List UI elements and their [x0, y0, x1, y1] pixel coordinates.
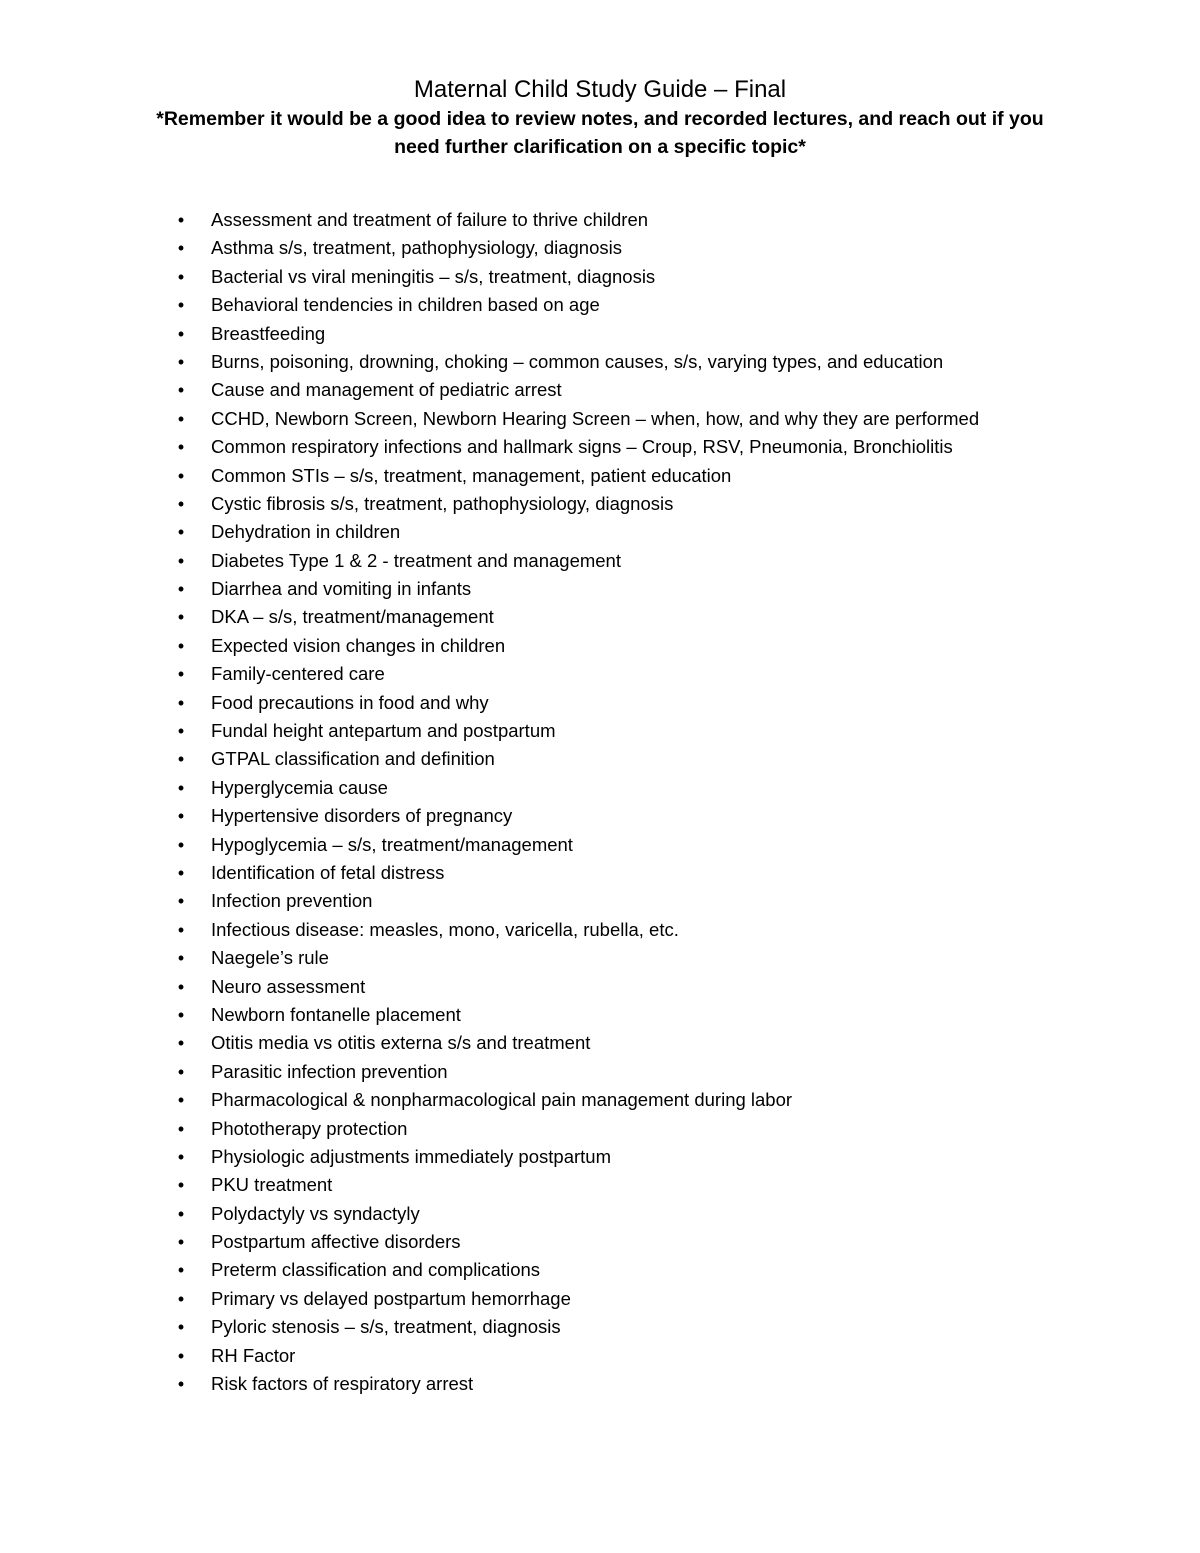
list-item-text: Otitis media vs otitis externa s/s and treatment	[211, 1032, 591, 1054]
bullet-icon: •	[177, 1232, 185, 1253]
list-item-text: Pyloric stenosis – s/s, treatment, diagnosis	[211, 1316, 561, 1338]
list-item-text: Breastfeeding	[211, 322, 326, 344]
bullet-icon: •	[177, 323, 185, 344]
list-item-text: Assessment and treatment of failure to thrive children	[211, 209, 649, 230]
list-item	[0, 1200, 1200, 1228]
bullet-icon: •	[177, 1175, 185, 1196]
list-item	[0, 603, 1200, 631]
bullet-icon: •	[177, 1061, 185, 1082]
bullet-icon: •	[177, 1146, 185, 1167]
list-item	[0, 1370, 1200, 1398]
list-item-text: Newborn fontanelle placement	[211, 1003, 461, 1025]
list-item-text: Diabetes Type 1 & 2 - treatment and management	[211, 549, 621, 571]
list-item	[0, 831, 1200, 859]
list-item-text: Naegele’s rule	[211, 947, 329, 969]
list-item	[0, 944, 1200, 972]
list-item	[0, 405, 1200, 433]
list-item-text: Preterm classification and complications	[211, 1259, 541, 1281]
list-item	[0, 462, 1200, 490]
list-item-text: Common STIs – s/s, treatment, management, patient education	[211, 464, 732, 486]
list-item-text: Hypertensive disorders of pregnancy	[211, 805, 513, 827]
bullet-icon: •	[177, 664, 185, 685]
list-item	[0, 433, 1200, 461]
bullet-icon: •	[177, 635, 185, 656]
topic-list	[0, 206, 1200, 1398]
list-item	[0, 206, 1200, 234]
bullet-icon: •	[177, 919, 185, 940]
list-item-text: Food precautions in food and why	[211, 691, 489, 713]
list-item	[0, 689, 1200, 717]
list-item	[0, 1058, 1200, 1086]
list-item-text: Hyperglycemia cause	[211, 776, 388, 798]
bullet-icon: •	[177, 862, 185, 883]
bullet-icon: •	[177, 295, 185, 316]
bullet-icon: •	[177, 1345, 185, 1366]
bullet-icon: •	[177, 351, 185, 372]
list-item	[0, 1086, 1200, 1114]
page-subtitle: *Remember it would be a good idea to review notes, and recorded lectures, and reach out if you need further clarification on a specific topic*	[156, 108, 1044, 158]
list-item-text: Burns, poisoning, drowning, choking – common causes, s/s, varying types, and education	[211, 350, 944, 372]
list-item	[0, 916, 1200, 944]
bullet-icon: •	[177, 948, 185, 969]
bullet-icon: •	[177, 1090, 185, 1111]
list-item	[0, 490, 1200, 518]
list-item-text: Parasitic infection prevention	[211, 1060, 448, 1082]
bullet-icon: •	[177, 522, 185, 543]
list-item-text: Expected vision changes in children	[211, 634, 506, 656]
list-item	[0, 376, 1200, 404]
list-item-text: Fundal height antepartum and postpartum	[211, 720, 556, 742]
list-item	[0, 1256, 1200, 1284]
bullet-icon: •	[177, 1288, 185, 1309]
bullet-icon: •	[177, 238, 185, 259]
list-item	[0, 632, 1200, 660]
list-item	[0, 774, 1200, 802]
bullet-icon: •	[177, 692, 185, 713]
list-item-text: Neuro assessment	[211, 975, 366, 997]
list-item	[0, 547, 1200, 575]
bullet-icon: •	[177, 493, 185, 514]
list-item-text: Risk factors of respiratory arrest	[211, 1373, 474, 1395]
bullet-icon: •	[177, 1004, 185, 1025]
list-item	[0, 887, 1200, 915]
list-item	[0, 1115, 1200, 1143]
list-item-text: DKA – s/s, treatment/management	[211, 606, 494, 628]
list-item-text: Postpartum affective disorders	[211, 1231, 461, 1253]
list-item-text: Family-centered care	[211, 663, 385, 685]
list-item-text: Behavioral tendencies in children based on age	[211, 294, 600, 316]
bullet-icon: •	[177, 437, 185, 458]
list-item-text: Primary vs delayed postpartum hemorrhage	[211, 1287, 571, 1309]
list-item	[0, 320, 1200, 348]
list-item-text: Bacterial vs viral meningitis – s/s, treatment, diagnosis	[211, 265, 656, 287]
list-item	[0, 717, 1200, 745]
list-item-text: Identification of fetal distress	[211, 861, 445, 883]
list-item-text: Physiologic adjustments immediately postpartum	[211, 1145, 611, 1167]
list-item	[0, 518, 1200, 546]
list-item	[0, 575, 1200, 603]
list-item	[0, 1143, 1200, 1171]
list-item	[0, 1001, 1200, 1029]
bullet-icon: •	[177, 806, 185, 827]
list-item	[0, 1342, 1200, 1370]
bullet-icon: •	[177, 380, 185, 401]
bullet-icon: •	[177, 1260, 185, 1281]
list-item-text: Asthma s/s, treatment, pathophysiology, diagnosis	[211, 237, 622, 259]
bullet-icon: •	[177, 210, 185, 230]
bullet-icon: •	[177, 1203, 185, 1224]
bullet-icon: •	[177, 408, 185, 429]
bullet-icon: •	[177, 607, 185, 628]
bullet-icon: •	[177, 1033, 185, 1054]
list-item-text: PKU treatment	[211, 1174, 333, 1196]
list-item-text: Hypoglycemia – s/s, treatment/management	[211, 833, 573, 855]
list-item-text: Polydactyly vs syndactyly	[211, 1202, 420, 1224]
bullet-icon: •	[177, 777, 185, 798]
list-item-text: Infectious disease: measles, mono, varicella, rubella, etc.	[211, 918, 679, 940]
bullet-icon: •	[177, 721, 185, 742]
list-item-text: Diarrhea and vomiting in infants	[211, 578, 472, 600]
list-item-text: Common respiratory infections and hallmark signs – Croup, RSV, Pneumonia, Bronchiolitis	[211, 436, 953, 458]
bullet-icon: •	[177, 976, 185, 997]
list-item-text: RH Factor	[211, 1344, 296, 1366]
list-item	[0, 973, 1200, 1001]
list-item	[0, 1285, 1200, 1313]
list-item-text: Dehydration in children	[211, 521, 401, 543]
list-item-text: Infection prevention	[211, 890, 373, 912]
list-item	[0, 1313, 1200, 1341]
list-item	[0, 348, 1200, 376]
list-item	[0, 1171, 1200, 1199]
bullet-icon: •	[177, 1317, 185, 1338]
bullet-icon: •	[177, 749, 185, 770]
list-item	[0, 1029, 1200, 1057]
page-title: Maternal Child Study Guide – Final	[413, 76, 787, 103]
list-item	[0, 660, 1200, 688]
list-item-text: CCHD, Newborn Screen, Newborn Hearing Screen – when, how, and why they are performed	[211, 407, 980, 429]
list-item	[0, 745, 1200, 773]
bullet-icon: •	[177, 465, 185, 486]
bullet-icon: •	[177, 1374, 185, 1395]
list-item-text: GTPAL classification and definition	[211, 748, 495, 770]
list-item	[0, 1228, 1200, 1256]
list-item-text: Cystic fibrosis s/s, treatment, pathophysiology, diagnosis	[211, 492, 674, 514]
list-item-text: Cause and management of pediatric arrest	[211, 379, 562, 401]
list-item	[0, 291, 1200, 319]
list-item-text: Phototherapy protection	[211, 1117, 408, 1139]
list-item	[0, 263, 1200, 291]
bullet-icon: •	[177, 579, 185, 600]
list-item	[0, 859, 1200, 887]
bullet-icon: •	[177, 834, 185, 855]
bullet-icon: •	[177, 266, 185, 287]
bullet-icon: •	[177, 1118, 185, 1139]
list-item	[0, 234, 1200, 262]
bullet-icon: •	[177, 891, 185, 912]
list-item-text: Pharmacological & nonpharmacological pain management during labor	[211, 1089, 793, 1111]
bullet-icon: •	[177, 550, 185, 571]
list-item	[0, 802, 1200, 830]
